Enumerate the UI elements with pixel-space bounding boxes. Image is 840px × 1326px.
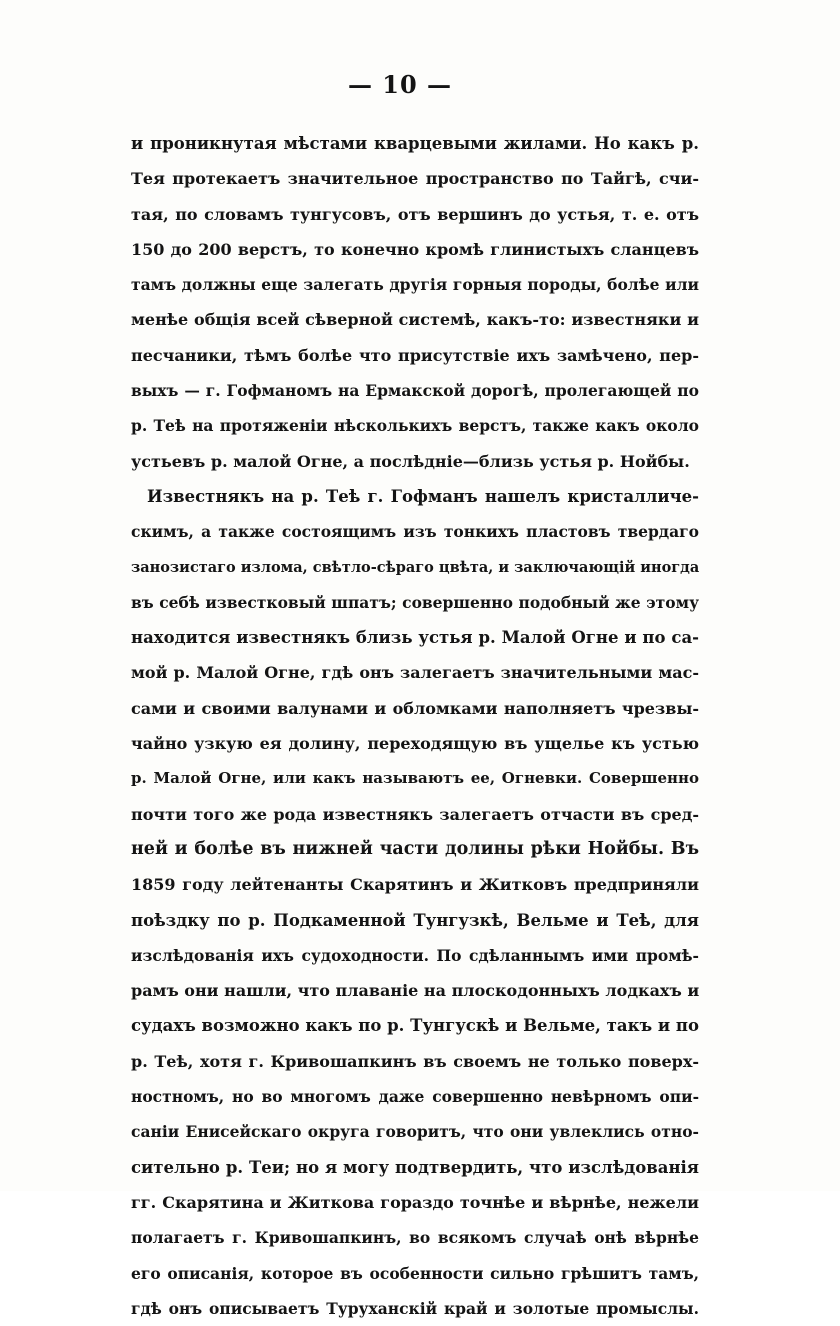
text-line: скимъ, а также состоящимъ изъ тонкихъ пластовъ твердаго <box>131 522 699 542</box>
text-line: ней и болѣе въ нижней части долины рѣки Нойбы. Въ <box>131 838 699 859</box>
text-line: тамъ должны еще залегать другія горныя породы, болѣе или <box>131 275 699 295</box>
text-line: менѣе общія всей сѣверной системѣ, какъ-то: известняки и <box>131 310 699 330</box>
text-line: занозистаго излома, свѣтло-сѣраго цвѣта, и заключающій иногда <box>131 558 699 576</box>
text-line: его описанія, которое въ особенности сильно грѣшитъ тамъ, <box>131 1263 699 1283</box>
text-line: сительно р. Теи; но я могу подтвердить, что изслѣдованія <box>131 1157 699 1177</box>
text-line: песчаники, тѣмъ болѣе что присутствіе ихъ замѣчено, пер- <box>131 345 699 365</box>
paragraph-2 <box>131 479 699 1326</box>
text-line: р. Малой Огне, или какъ называютъ ее, Огневки. Совершенно <box>131 769 699 788</box>
text-line: р. Теѣ, хотя г. Кривошапкинъ въ своемъ не только поверх- <box>131 1051 699 1071</box>
text-line: находится известнякъ близь устья р. Малой Огне и по са- <box>131 628 699 648</box>
body-text <box>131 126 699 1326</box>
text-line: Тея протекаетъ значительное пространство по Тайгѣ, счи- <box>131 169 699 189</box>
text-line: судахъ возможно какъ по р. Тунгускѣ и Вельме, такъ и по <box>131 1016 699 1036</box>
text-line: Известнякъ на р. Теѣ г. Гофманъ нашелъ кристалличе- <box>147 486 699 506</box>
text-line: гг. Скарятина и Житкова гораздо точнѣе и вѣрнѣе, нежели <box>131 1192 699 1212</box>
text-line: почти того же рода известнякъ залегаетъ отчасти въ сред- <box>131 804 699 824</box>
text-line: саніи Енисейскаго округа говоритъ, что они увлеклись отно- <box>131 1122 699 1142</box>
text-line: полагаетъ г. Кривошапкинъ, во всякомъ случаѣ онѣ вѣрнѣе <box>131 1228 699 1248</box>
text-line: изслѣдованія ихъ судоходности. По сдѣланнымъ ими промѣ- <box>131 945 699 965</box>
text-line: мой р. Малой Огне, гдѣ онъ залегаетъ значительными мас- <box>131 663 699 683</box>
text-line: выхъ — г. Гофманомъ на Ермакской дорогѣ, пролегающей по <box>131 381 699 401</box>
text-line: тая, по словамъ тунгусовъ, отъ вершинъ до устья, т. е. отъ <box>131 204 699 224</box>
text-line: 150 до 200 верстъ, то конечно кромѣ глинистыхъ сланцевъ <box>131 239 699 259</box>
text-line: 1859 году лейтенанты Скарятинъ и Житковъ предприняли <box>131 875 699 895</box>
text-line: въ себѣ известковый шпатъ; совершенно подобный же этому <box>131 592 699 612</box>
text-line: сами и своими валунами и обломками наполняетъ чрезвы- <box>131 698 699 718</box>
text-line: рамъ они нашли, что плаваніе на плоскодонныхъ лодкахъ и <box>131 981 699 1001</box>
text-line: и проникнутая мѣстами кварцевыми жилами. Но какъ р. <box>131 134 699 153</box>
text-line: поѣздку по р. Подкаменной Тунгузкѣ, Вельме и Теѣ, для <box>131 910 699 930</box>
text-line: чайно узкую ея долину, переходящую въ ущелье къ устью <box>131 734 699 754</box>
text-line: гдѣ онъ описываетъ Туруханскій край и золотые промыслы. <box>131 1298 699 1318</box>
text-line: р. Теѣ на протяженіи нѣсколькихъ верстъ, также какъ около <box>131 416 699 436</box>
text-line: устьевъ р. малой Огне, а послѣдніе—близь устья р. Нойбы. <box>131 451 690 471</box>
text-line: ностномъ, но во многомъ даже совершенно невѣрномъ опи- <box>131 1087 699 1107</box>
paragraph-1 <box>131 126 699 479</box>
page-number: — 10 — <box>347 70 453 99</box>
